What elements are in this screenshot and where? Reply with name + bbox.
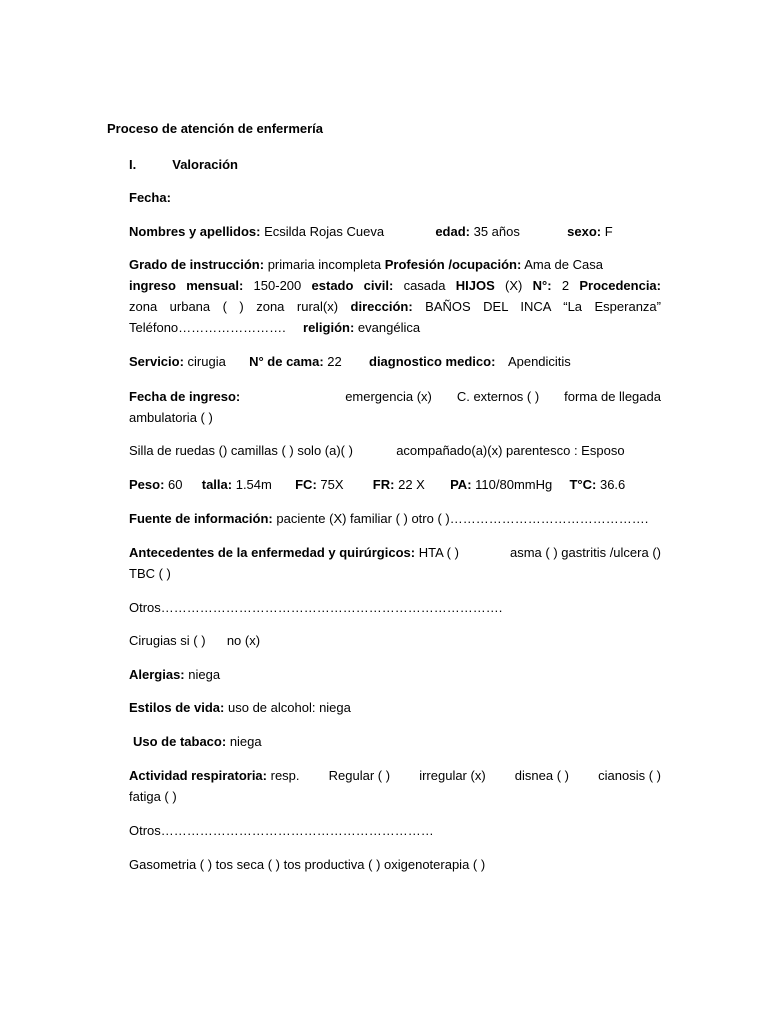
document-title: Proceso de atención de enfermería: [107, 121, 324, 136]
grado-line-3: [129, 296, 661, 317]
fatiga-option: fatiga ( ): [129, 789, 177, 804]
diagnostico-label: diagnostico medico:: [369, 354, 496, 369]
profesion-value: Ama de Casa: [524, 257, 603, 272]
servicio-label: Servicio:: [129, 354, 184, 369]
respiratoria-paragraph: [129, 765, 661, 807]
tabaco-label: Uso de tabaco:: [133, 734, 227, 749]
hijos-value: (X): [505, 278, 523, 293]
cianosis-option: cianosis ( ): [598, 768, 661, 783]
ingreso-value: 150-200: [253, 278, 302, 293]
regular-option: Regular ( ): [328, 768, 391, 783]
acompanado-option: acompañado(a)(x) parentesco : Esposo: [396, 443, 625, 458]
profesion-label: Profesión /ocupación:: [384, 257, 522, 272]
zona-text: zona urbana ( ) zona rural(x): [129, 299, 339, 314]
tbc-option: TBC ( ): [129, 566, 171, 581]
temperatura-label: T°C:: [569, 477, 597, 492]
grado-line-1: [129, 254, 661, 275]
vitals-line: [129, 474, 625, 495]
antecedentes-line-1: [129, 542, 661, 563]
fuente-value: paciente (X) familiar ( ) otro ( )……………………………………….: [276, 511, 649, 526]
direccion-value: BAÑOS DEL INCA “La Esperanza”: [425, 299, 661, 314]
cama-label: N° de cama:: [249, 354, 324, 369]
forma-llegada-text: forma de llegada: [564, 389, 661, 404]
ingreso-label: ingreso mensual:: [129, 278, 244, 293]
fc-value: 75X: [320, 477, 344, 492]
talla-value: 1.54m: [235, 477, 272, 492]
temperatura-value: 36.6: [599, 477, 626, 492]
n-label: N°:: [532, 278, 552, 293]
estado-label: estado civil:: [311, 278, 394, 293]
alergias-label: Alergias:: [129, 667, 185, 682]
talla-label: talla:: [201, 477, 233, 492]
diagnostico-value: Apendicitis: [507, 354, 571, 369]
hijos-label: HIJOS: [455, 278, 495, 293]
gasometria-line: Gasometria ( ) tos seca ( ) tos productiva ( ) oxigenoterapia ( ): [129, 857, 486, 872]
telefono-text: Teléfono…………………….: [129, 320, 286, 335]
asma-option: asma ( ): [510, 545, 558, 560]
estilos-line: [129, 697, 351, 718]
sexo-label: sexo:: [567, 224, 602, 239]
fr-value: 22 X: [398, 477, 425, 492]
fr-label: FR:: [372, 477, 395, 492]
silla-options: Silla de ruedas () camillas ( ) solo (a)( ): [129, 443, 353, 458]
edad-value: 35 años: [473, 224, 520, 239]
fecha-ingreso-paragraph: [129, 386, 661, 428]
respiratoria-label: Actividad respiratoria:: [129, 768, 267, 783]
procedencia-label: Procedencia:: [579, 278, 661, 293]
tabaco-value: niega: [229, 734, 262, 749]
fuente-label: Fuente de información:: [129, 511, 273, 526]
otros-line-1: Otros…………………………………………………………………….: [129, 600, 503, 615]
respiratoria-line-1: [129, 765, 661, 786]
religion-value: evangélica: [357, 320, 421, 335]
alergias-line: [129, 664, 220, 685]
fecha-ingreso-line-1: [129, 386, 661, 407]
peso-label: Peso:: [129, 477, 165, 492]
antecedentes-label: Antecedentes de la enfermedad y quirúrgicos:: [129, 545, 416, 560]
resp-text: resp.: [270, 768, 300, 783]
grado-value: primaria incompleta: [267, 257, 382, 272]
cirugias-no: no (x): [226, 633, 261, 648]
n-value: 2: [561, 278, 570, 293]
fecha-ingreso-label: Fecha de ingreso:: [129, 389, 241, 404]
silla-line: [129, 440, 625, 461]
nombres-label: Nombres y apellidos:: [129, 224, 261, 239]
irregular-option: irregular (x): [419, 768, 486, 783]
alergias-value: niega: [188, 667, 221, 682]
religion-label: religión:: [303, 320, 355, 335]
section-number: I.: [129, 157, 137, 172]
cirugias-label: Cirugias si ( ): [129, 633, 206, 648]
grado-paragraph: [129, 254, 661, 338]
servicio-line: [129, 351, 571, 372]
cama-value: 22: [327, 354, 342, 369]
section-title: Valoración: [172, 157, 238, 172]
disnea-option: disnea ( ): [514, 768, 569, 783]
fuente-line: [129, 508, 648, 529]
peso-value: 60: [168, 477, 183, 492]
pa-label: PA:: [450, 477, 472, 492]
emergencia-option: emergencia (x): [345, 389, 432, 404]
ambulatoria-option: ambulatoria ( ): [129, 410, 213, 425]
fecha-label: Fecha:: [129, 190, 171, 205]
tabaco-line: [133, 731, 262, 752]
direccion-label: dirección:: [350, 299, 413, 314]
servicio-value: cirugia: [187, 354, 226, 369]
externos-option: C. externos ( ): [456, 389, 540, 404]
antecedentes-paragraph: [129, 542, 661, 584]
otros-line-2: Otros………………………………………………………: [129, 823, 434, 838]
grado-line-4: [129, 317, 661, 338]
estilos-label: Estilos de vida:: [129, 700, 225, 715]
grado-line-2: [129, 275, 661, 296]
estado-value: casada: [403, 278, 446, 293]
section-heading: [129, 154, 238, 175]
fc-label: FC:: [295, 477, 317, 492]
gastritis-option: gastritis /ulcera (): [561, 545, 661, 560]
hta-option: HTA ( ): [418, 545, 459, 560]
edad-label: edad:: [435, 224, 470, 239]
nombres-line: [129, 221, 613, 242]
nombres-value: Ecsilda Rojas Cueva: [264, 224, 385, 239]
estilos-value: uso de alcohol: niega: [228, 700, 351, 715]
grado-label: Grado de instrucción:: [129, 257, 265, 272]
sexo-value: F: [604, 224, 613, 239]
cirugias-line: [129, 630, 260, 651]
pa-value: 110/80mmHg: [475, 477, 553, 492]
